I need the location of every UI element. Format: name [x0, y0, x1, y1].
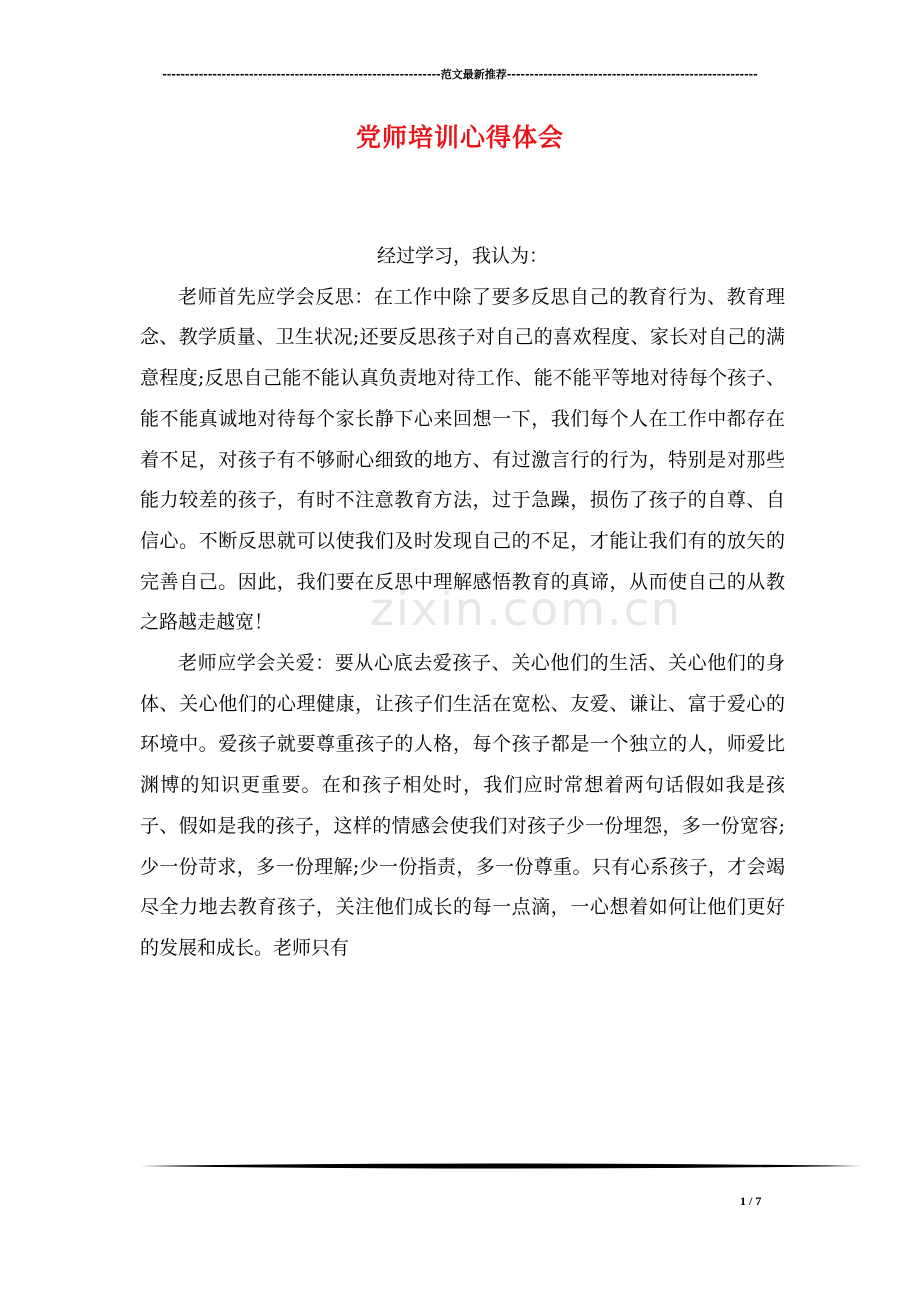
- watermark: zixin.com.cn: [370, 582, 683, 636]
- lead-paragraph: 经过学习，我认为：: [376, 245, 548, 267]
- document-body: [140, 236, 785, 969]
- page-number: 1 / 7: [740, 1194, 762, 1208]
- footer-divider: [140, 1162, 862, 1170]
- document-title: 党师培训心得体会: [355, 123, 564, 152]
- header-banner: -------------------------------------------------------------范文最新推荐-------------------------------------------------------: [162, 68, 758, 81]
- body-paragraph-care: 老师应学会关爱：要从心底去爱孩子、关心他们的生活、关心他们的身体、关心他们的心理健康，让孩子们生活在宽松、友爱、谦让、富于爱心的环境中。爱孩子就要尊重孩子的人格，每个孩子都是一个独立的人，师爱比渊博的知识更重要。在和孩子相处时，我们应时常想着两句话假如我是孩子、假如是我的孩子，这样的情感会使我们对孩子少一份埋怨，多一份宽容;少一份苛求，多一份理解;少一份指责，多一份尊重。只有心系孩子，才会竭尽全力地去教育孩子，关注他们成长的每一点滴，一心想着如何让他们更好的发展和成长。老师只有: [140, 652, 785, 959]
- body-paragraph-reflection: 老师首先应学会反思：在工作中除了要多反思自己的教育行为、教育理念、教学质量、卫生状况;还要反思孩子对自己的喜欢程度、家长对自己的满意程度;反思自己能不能认真负责地对待工作、能不能平等地对待每个孩子、能不能真诚地对待每个家长静下心来回想一下，我们每个人在工作中都存在着不足，对孩子有不够耐心细致的地方、有过激言行的行为，特别是对那些能力较差的孩子，有时不注意教育方法，过于急躁，损伤了孩子的自尊、自信心。不断反思就可以使我们及时发现自己的不足，才能让我们有的放矢的完善自己。因此，我们要在反思中理解感悟教育的真谛，从而使自己的从教之路越走越宽！: [140, 285, 785, 634]
